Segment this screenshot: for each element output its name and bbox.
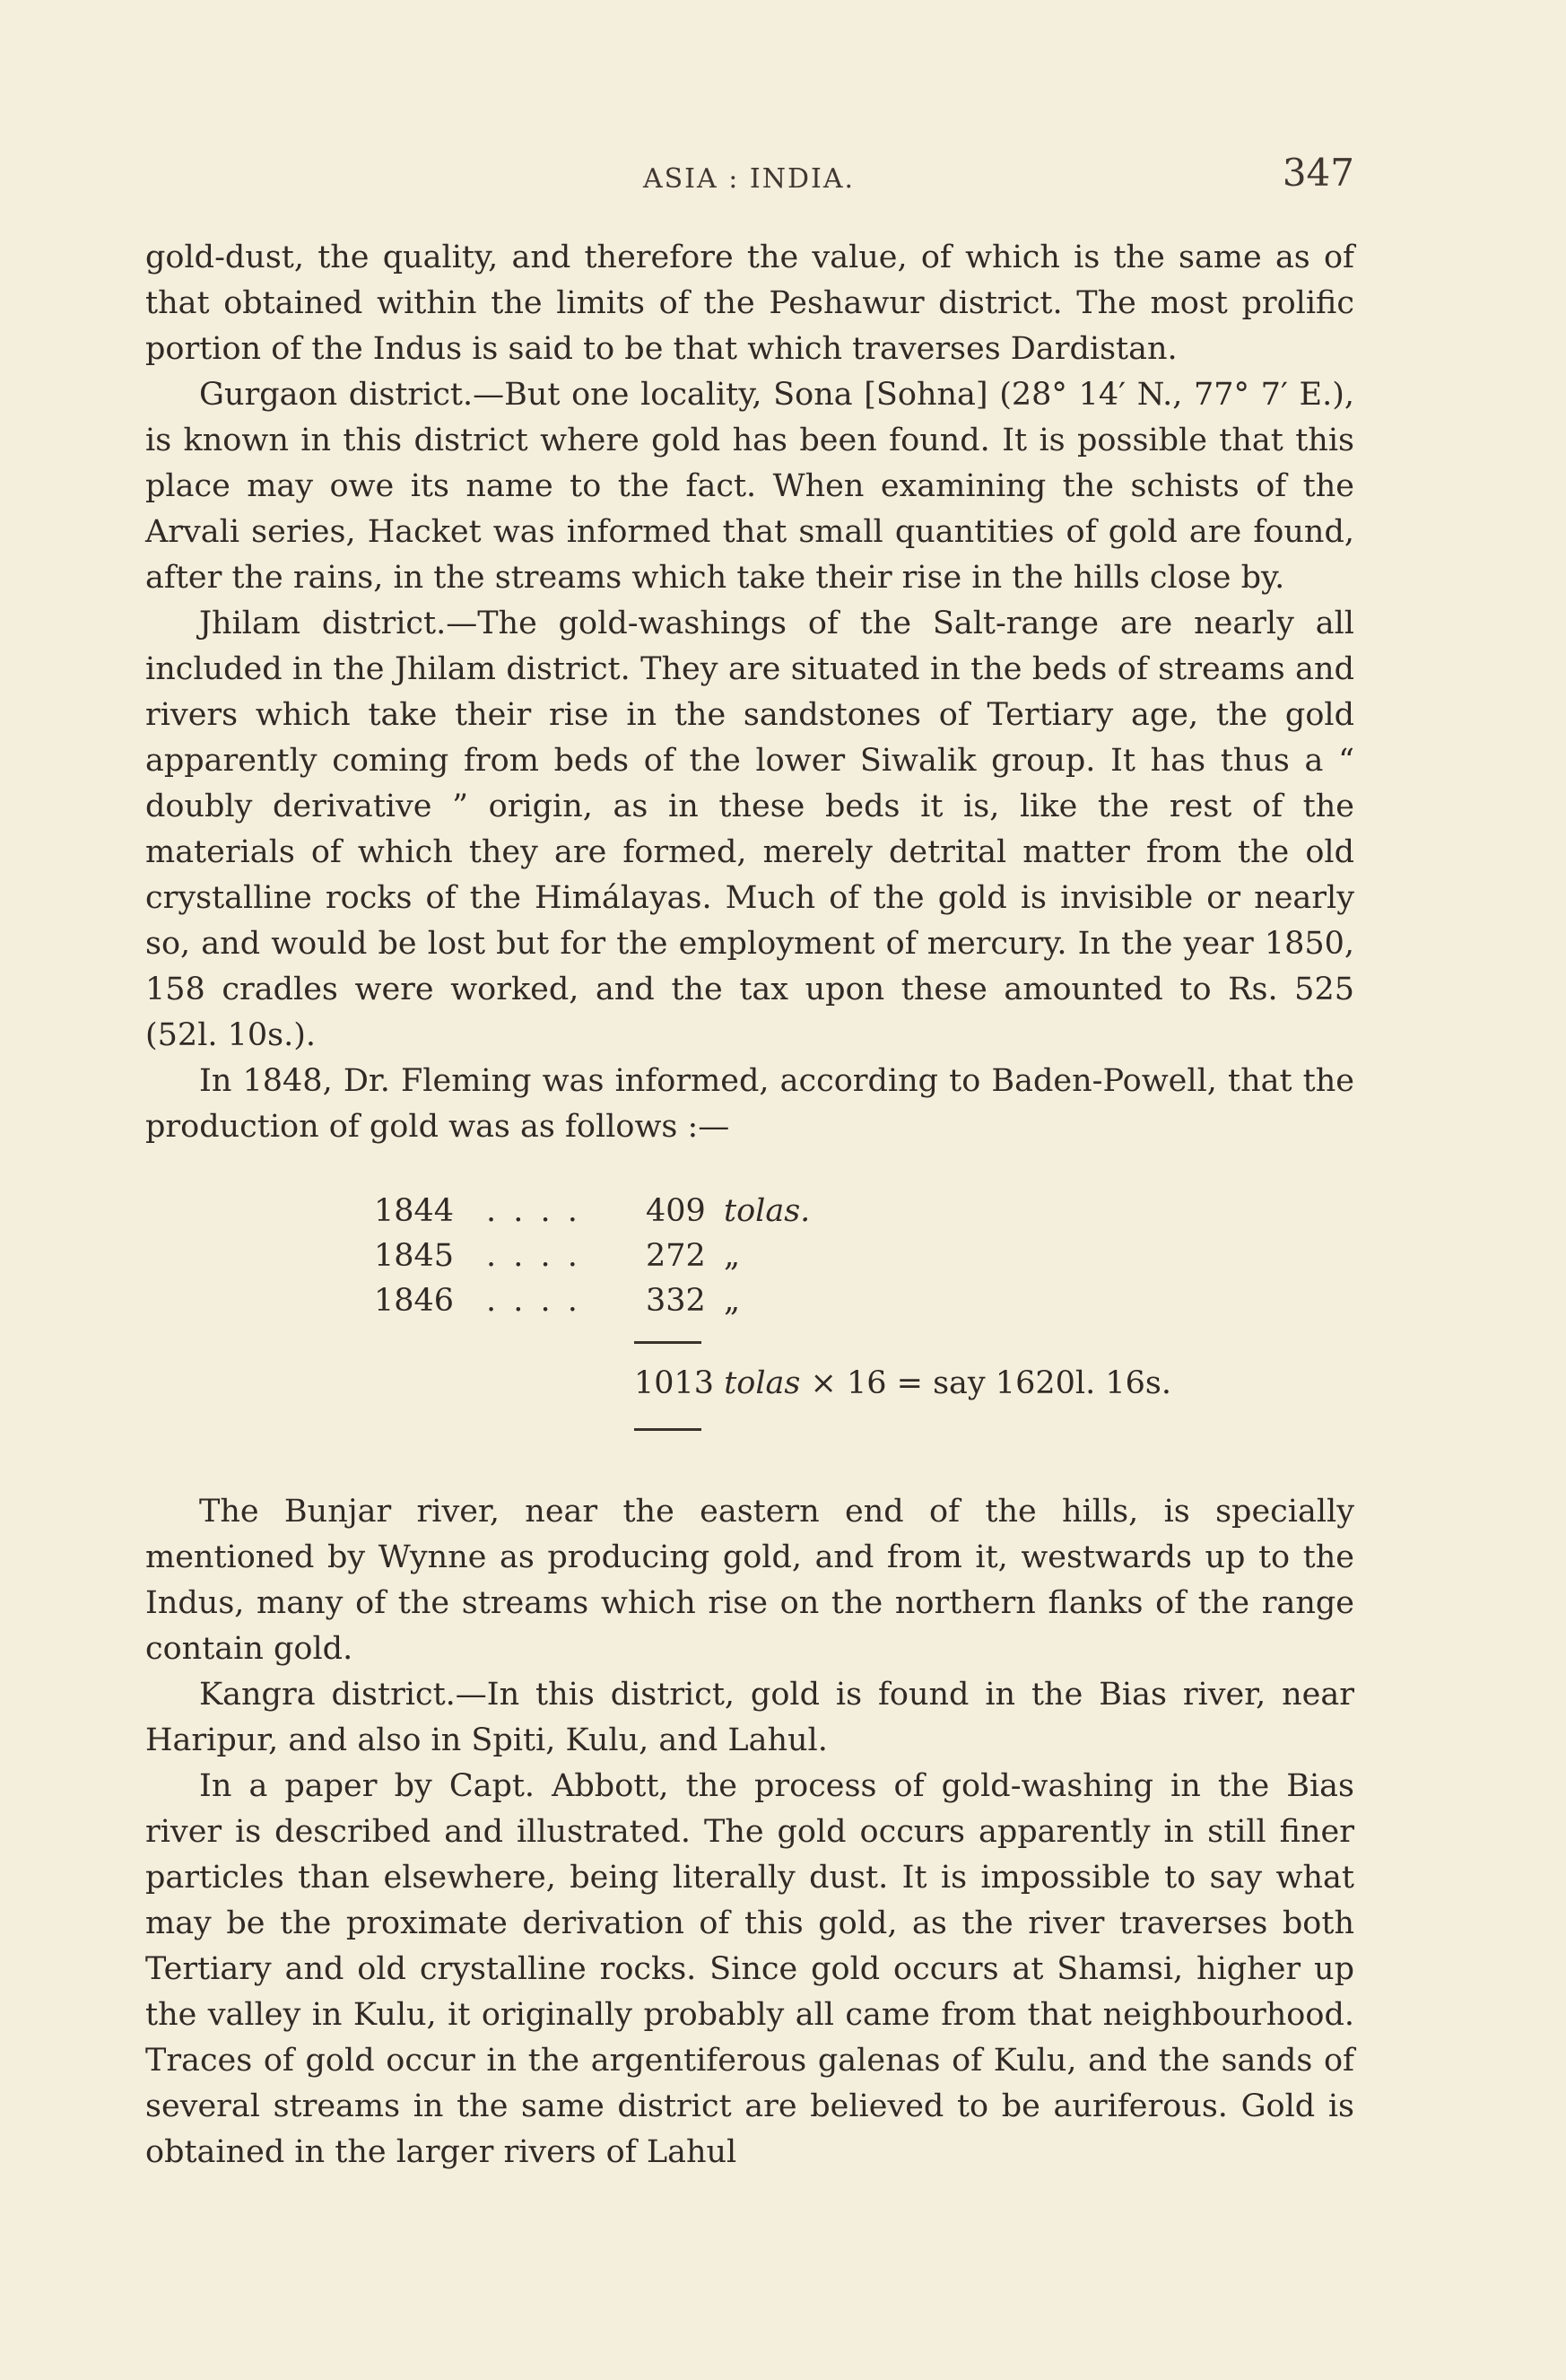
paragraph-kangra: Kangra district.—In this district, gold is found in the Bias river, near Haripur, and also in Spiti, Kulu, and Lahul. — [145, 1677, 1354, 1758]
year-cell: 1846 — [374, 1283, 455, 1319]
paragraph-gurgaon: Gurgaon district.—But one locality, Sona [Sohna] (28° 14′ N., 77° 7′ E.), is known in this district where gold has been found. It is possible that this place may owe its name to the fact. When examining the schists of the Arvali series, Hacket was informed that small quantities of gold are found, after the rains, in the streams which take their rise in the hills close by. — [145, 377, 1354, 596]
table-row — [374, 1238, 1002, 1283]
table-row — [374, 1283, 1002, 1328]
year-cell: 1845 — [374, 1238, 455, 1274]
leader-dots: . . . . — [486, 1238, 581, 1274]
leader-dots: . . . . — [486, 1193, 581, 1229]
unit-cell: tolas. — [724, 1193, 811, 1229]
paragraph-jhilam: Jhilam district.—The gold-washings of the Salt-range are nearly all included in the Jhilam district. They are situated in the beds of streams and rivers which take their rise in the sandstones of Tertiary age, the gold apparently coming from beds of the lower Siwalik group. It has thus a “ doubly derivative ” origin, as in these beds it is, like the rest of the materials of which they are formed, merely detrital matter from the old crystalline rocks of the Himálayas. Much of the gold is invisible or nearly so, and would be lost but for the employment of mercury. In the year 1850, 158 cradles were worked, and the tax upon these amounted to Rs. 525 (52l. 10s.). — [145, 606, 1354, 1053]
paragraph-continuation: gold-dust, the quality, and therefore the value, of which is the same as of that obtained within the limits of the Peshawur district. The most prolific portion of the Indus is said to be that which traverses Dardistan. — [145, 240, 1354, 367]
paragraph-fleming: In 1848, Dr. Fleming was informed, according to Baden-Powell, that the production of gold was as follows :— — [145, 1063, 1354, 1145]
table-row — [374, 1193, 1002, 1238]
leader-dots: . . . . — [486, 1283, 581, 1319]
running-head: ASIA : INDIA. — [642, 163, 856, 195]
amount-cell: 332 — [646, 1283, 706, 1319]
paragraph-bunjar: The Bunjar river, near the eastern end of the hills, is specially mentioned by Wynne as producing gold, and from it, westwards up to the Indus, many of the streams which rise on the northern flanks of the range contain gold. — [145, 1494, 1354, 1667]
amount-cell: 272 — [646, 1238, 706, 1274]
total-rule — [634, 1428, 701, 1431]
total-amount: 1013 — [634, 1365, 715, 1401]
unit-cell: „ — [724, 1283, 741, 1319]
gold-production-table — [145, 1193, 1354, 1489]
paragraph-abbott: In a paper by Capt. Abbott, the process of gold-washing in the Bias river is described and illustrated. The gold occurs apparently in still finer particles than elsewhere, being literally dust. It is impossible to say what may be the proximate derivation of this gold, as the river traverses both Tertiary and old crystalline rocks. Since gold occurs at Shamsi, higher up the valley in Kulu, it originally probably all came from that neighbourhood. Traces of gold occur in the argentiferous galenas of Kulu, and the sands of several streams in the same district are believed to be auriferous. Gold is obtained in the larger rivers of Lahul — [145, 1768, 1354, 2170]
year-cell: 1844 — [374, 1193, 455, 1229]
body-text — [145, 235, 1354, 2175]
page-number: 347 — [1282, 151, 1354, 195]
sum-rule — [634, 1341, 701, 1344]
amount-cell: 409 — [646, 1193, 706, 1229]
total-calculation: × 16 = say 1620l. 16s. — [800, 1365, 1171, 1401]
total-unit: tolas — [724, 1365, 801, 1401]
unit-cell: „ — [724, 1238, 741, 1274]
page-header — [144, 151, 1354, 205]
table-total — [634, 1365, 1171, 1401]
